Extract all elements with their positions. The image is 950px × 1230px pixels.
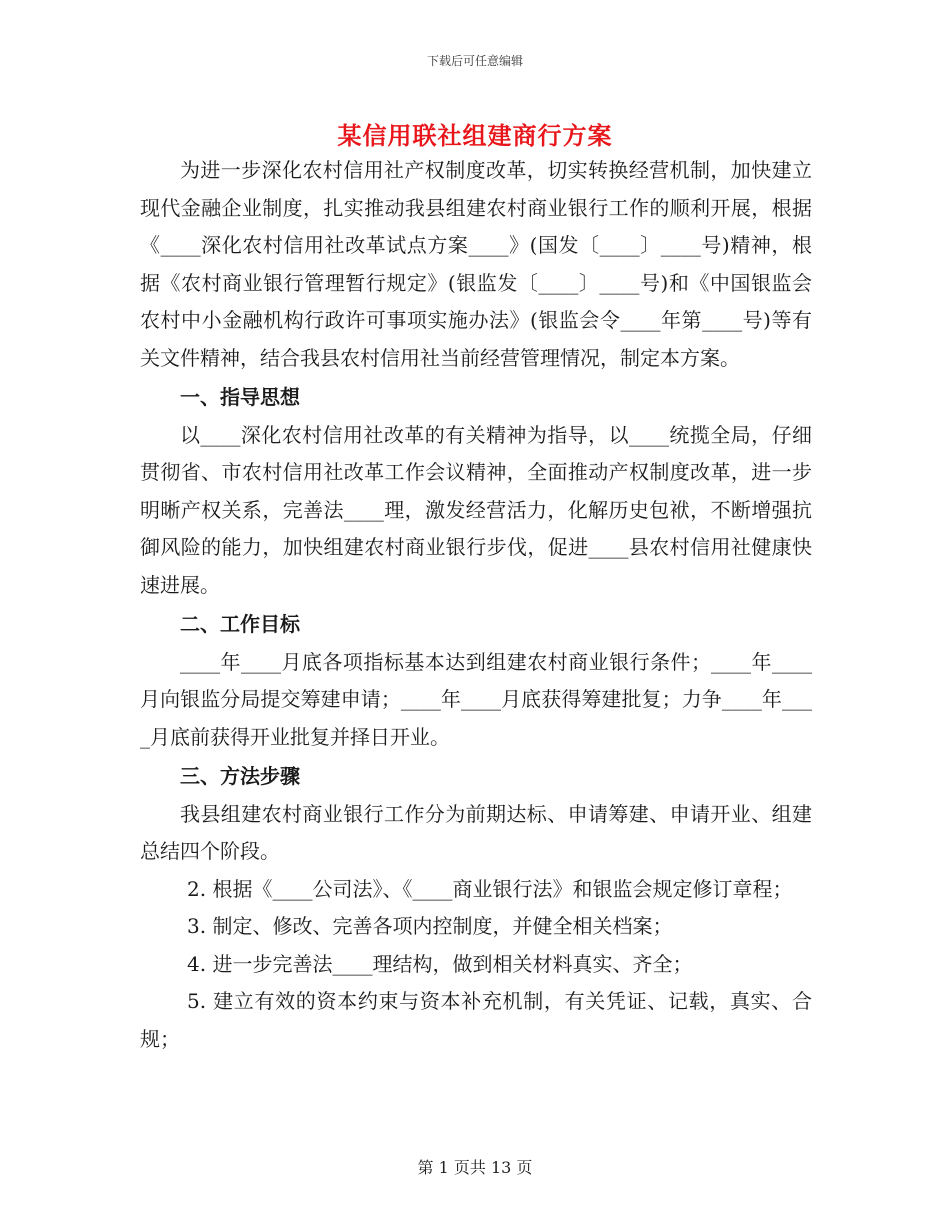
section-heading-work-goals: 二、工作目标: [180, 612, 300, 636]
section-paragraph-guiding-ideology: 以____深化农村信用社改革的有关精神为指导，以____统揽全局，仔细贯彻省、市农村信用社改革工作会议精神，全面推动产权制度改革，进一步明晰产权关系，完善法____理，激发经营活力，化解历史包袱，不断增强抗御风险的能力，加快组建农村商业银行步伐，促进____县农村信用社健康快速进展。: [140, 422, 812, 597]
section-heading-guiding-ideology: 一、指导思想: [180, 385, 300, 409]
list-item: 3. 制定、修改、完善各项内控制度，并健全相关档案；: [187, 914, 673, 938]
section-paragraph-work-goals: ____年____月底各项指标基本达到组建农村商业银行条件；____年____月向银监分局提交筹建申请；____年____月底获得筹建批复；力争____年____月底前获得开业批复并择日开业。: [140, 649, 812, 749]
page-header: 下载后可任意编辑: [426, 54, 523, 68]
document-title: 某信用联社组建商行方案: [337, 121, 613, 150]
list-item: 4. 进一步完善法____理结构，做到相关材料真实、齐全；: [187, 951, 693, 976]
list-item: 5. 建立有效的资本约束与资本补充机制，有关凭证、记载，真实、合规；: [140, 989, 812, 1051]
section-paragraph-method-steps: 我县组建农村商业银行工作分为前期达标、申请筹建、申请开业、组建总结四个阶段。: [140, 801, 812, 863]
section-heading-method-steps: 三、方法步骤: [180, 764, 300, 788]
intro-paragraph: 为进一步深化农村信用社产权制度改革，切实转换经营机制，加快建立现代金融企业制度，扎实推动我县组建农村商业银行工作的顺利开展，根据《____深化农村信用社改革试点方案____》(国发〔____〕____号)精神，根据《农村商业银行管理暂行规定》(银监发〔____〕____号)和《中国银监会农村中小金融机构行政许可事项实施办法》(银监会令____年第____号)等有关文件精神，结合我县农村信用社当前经营管理情况，制定本方案。: [140, 158, 812, 370]
document-body: [140, 152, 812, 1058]
list-item: 2. 根据《____公司法》、《____商业银行法》和银监会规定修订章程；: [187, 876, 793, 901]
page-footer: 第 1 页共 13 页: [417, 1158, 533, 1177]
